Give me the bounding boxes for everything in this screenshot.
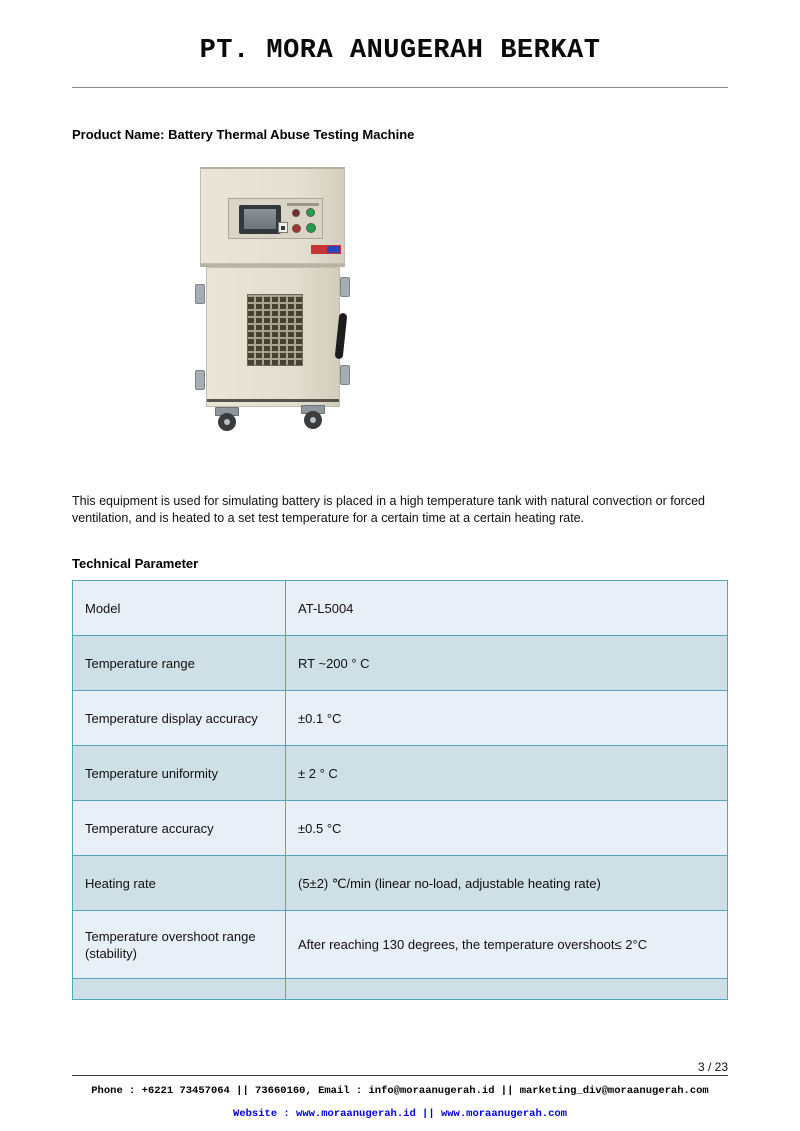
hinge-icon: [195, 370, 205, 390]
brand-sticker-blue: [327, 246, 340, 253]
product-description: This equipment is used for simulating battery is placed in a high temperature tank with natural convection or forced ventilation, and is heated to a set test temperature for a certain time at a certain heating rate.: [72, 494, 705, 525]
panel-button-green2-icon: [307, 224, 315, 232]
table-row: [73, 801, 728, 856]
footer-divider: [72, 1075, 728, 1076]
caster-wheel: [300, 405, 326, 431]
param-cell: [73, 979, 286, 1000]
table-row: [73, 746, 728, 801]
param-cell: Temperature uniformity: [73, 746, 286, 801]
door-bottom-strip: [207, 399, 339, 402]
hinge-icon: [195, 284, 205, 304]
section-title: Technical Parameter: [72, 556, 199, 571]
machine-door: [206, 267, 340, 407]
table-row: [73, 636, 728, 691]
value-cell: After reaching 130 degrees, the temperature overshoot≤ 2°C: [286, 911, 728, 979]
footer-website-link[interactable]: Website : www.moraanugerah.id || www.moraanugerah.com: [233, 1108, 567, 1120]
machine-upper-cabinet: [200, 167, 345, 264]
brand-sticker-red: [312, 246, 327, 253]
footer-contact-line: Phone : +6221 73457064 || 73660160, Email : info@moraanugerah.id || marketing_div@moraanugerah.com: [91, 1085, 709, 1097]
panel-caption-text: [287, 203, 319, 206]
product-name-heading: Product Name: Battery Thermal Abuse Testing Machine: [72, 127, 415, 142]
machine-display-screen: [239, 205, 281, 234]
latch-icon: [340, 277, 350, 297]
table-row: [73, 911, 728, 979]
value-cell: ±0.5 °C: [286, 801, 728, 856]
value-cell: [286, 979, 728, 1000]
param-cell: Temperature display accuracy: [73, 691, 286, 746]
company-title: PT. MORA ANUGERAH BERKAT: [199, 36, 601, 66]
panel-switch-icon: [278, 222, 288, 233]
value-cell: RT ~200 ° C: [286, 636, 728, 691]
param-cell: Heating rate: [73, 856, 286, 911]
technical-parameter-table: [72, 580, 728, 1000]
value-cell: ± 2 ° C: [286, 746, 728, 801]
page-footer: [72, 1060, 728, 1120]
table-row: [73, 979, 728, 1000]
panel-button-red-icon: [293, 210, 299, 216]
brand-sticker: [311, 245, 341, 254]
param-cell: Temperature range: [73, 636, 286, 691]
value-cell: (5±2) ℃/min (linear no-load, adjustable heating rate): [286, 856, 728, 911]
machine-lcd: [244, 209, 276, 229]
param-cell: Temperature overshoot range (stability): [73, 911, 286, 979]
table-row: [73, 856, 728, 911]
table-row: [73, 581, 728, 636]
table-row: [73, 691, 728, 746]
page-number: 3 / 23: [697, 1060, 728, 1074]
latch-icon: [340, 365, 350, 385]
panel-switch-inner: [281, 226, 285, 230]
caster-hub: [224, 419, 230, 425]
value-cell: AT-L5004: [286, 581, 728, 636]
document-page: [0, 36, 800, 1000]
header-divider: [72, 87, 728, 88]
caster-wheel: [214, 407, 240, 433]
ventilation-grille: [247, 294, 303, 366]
panel-button-green-icon: [307, 209, 314, 216]
product-image: [198, 165, 350, 441]
param-cell: Temperature accuracy: [73, 801, 286, 856]
value-cell: ±0.1 °C: [286, 691, 728, 746]
machine-control-panel: [228, 198, 323, 239]
panel-button-red2-icon: [293, 225, 300, 232]
caster-hub: [310, 417, 316, 423]
param-cell: Model: [73, 581, 286, 636]
